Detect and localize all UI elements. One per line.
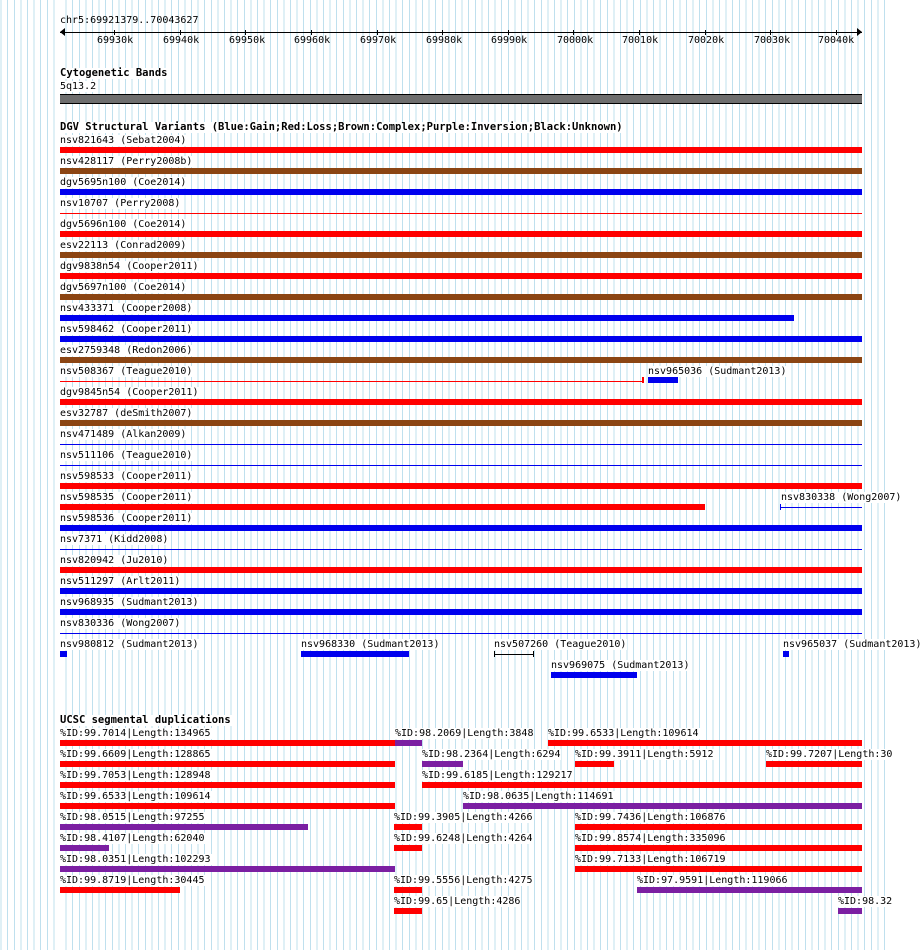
segdup-feature-bar[interactable] bbox=[60, 761, 395, 767]
segdup-feature-bar[interactable] bbox=[395, 740, 422, 746]
ruler-tick-label: 70030k bbox=[754, 35, 791, 46]
segdup-feature-bar[interactable] bbox=[766, 761, 862, 767]
ruler-tick-label: 70010k bbox=[622, 35, 659, 46]
ruler-tick-mark bbox=[377, 30, 378, 35]
segdup-label[interactable]: %ID:99.7053|Length:128948 bbox=[60, 770, 211, 781]
dgv-feature-end-tick bbox=[533, 651, 534, 657]
segdup-label[interactable]: %ID:98.2364|Length:6294 bbox=[422, 749, 561, 760]
segdup-feature-bar[interactable] bbox=[394, 887, 422, 893]
segdup-track-title[interactable]: UCSC segmental duplications bbox=[60, 714, 231, 726]
dgv-feature-bar[interactable] bbox=[60, 567, 862, 573]
ruler-tick-mark bbox=[180, 30, 181, 35]
dgv-feature-label[interactable]: nsv508367 (Teague2010) bbox=[60, 366, 193, 377]
segdup-label[interactable]: %ID:99.5556|Length:4275 bbox=[394, 875, 533, 886]
dgv-feature-label[interactable]: esv32787 (deSmith2007) bbox=[60, 408, 193, 419]
ruler-tick-mark bbox=[770, 30, 771, 35]
ruler-tick-label: 69950k bbox=[229, 35, 266, 46]
dgv-feature-label[interactable]: nsv830336 (Wong2007) bbox=[60, 618, 181, 629]
cytoband-5q13-2[interactable] bbox=[60, 94, 862, 104]
segdup-label[interactable]: %ID:98.0515|Length:97255 bbox=[60, 812, 205, 823]
dgv-feature-label[interactable]: nsv471489 (Alkan2009) bbox=[60, 429, 187, 440]
ruler-tick-label: 69960k bbox=[294, 35, 331, 46]
ruler-tick-mark bbox=[836, 30, 837, 35]
dgv-feature-bar[interactable] bbox=[60, 588, 862, 594]
segdup-feature-bar[interactable] bbox=[463, 803, 862, 809]
dgv-feature-bar[interactable] bbox=[60, 357, 862, 363]
dgv-feature-bar[interactable] bbox=[60, 525, 862, 531]
segdup-label[interactable]: %ID:99.7014|Length:134965 bbox=[60, 728, 211, 739]
dgv-feature-label[interactable]: nsv965037 (Sudmant2013) bbox=[783, 639, 922, 650]
segdup-feature-bar[interactable] bbox=[575, 866, 862, 872]
dgv-feature-label[interactable]: nsv598462 (Cooper2011) bbox=[60, 324, 193, 335]
dgv-feature-bar[interactable] bbox=[60, 420, 862, 426]
dgv-feature-label[interactable]: nsv598536 (Cooper2011) bbox=[60, 513, 193, 524]
dgv-feature-bar[interactable] bbox=[60, 147, 862, 153]
dgv-feature-label[interactable]: nsv511297 (Arlt2011) bbox=[60, 576, 181, 587]
dgv-feature-bar[interactable] bbox=[60, 294, 862, 300]
dgv-feature-bar[interactable] bbox=[60, 504, 705, 510]
dgv-feature-line[interactable] bbox=[60, 381, 642, 382]
segdup-label[interactable]: %ID:99.7207|Length:30 bbox=[766, 749, 893, 760]
segdup-label[interactable]: %ID:99.3905|Length:4266 bbox=[394, 812, 533, 823]
segdup-feature-bar[interactable] bbox=[60, 866, 395, 872]
dgv-feature-bar[interactable] bbox=[60, 609, 862, 615]
dgv-feature-label[interactable]: nsv10707 (Perry2008) bbox=[60, 198, 181, 209]
segdup-feature-bar[interactable] bbox=[394, 845, 422, 851]
scroll-left-arrow-icon[interactable] bbox=[60, 28, 65, 36]
dgv-feature-label[interactable]: nsv980812 (Sudmant2013) bbox=[60, 639, 199, 650]
dgv-feature-label[interactable]: nsv821643 (Sebat2004) bbox=[60, 135, 187, 146]
segdup-feature-bar[interactable] bbox=[637, 887, 862, 893]
segdup-feature-bar[interactable] bbox=[548, 740, 862, 746]
dgv-feature-bar[interactable] bbox=[551, 672, 637, 678]
segdup-label[interactable]: %ID:99.6609|Length:128865 bbox=[60, 749, 211, 760]
dgv-feature-bar[interactable] bbox=[60, 168, 862, 174]
segdup-label[interactable]: %ID:98.32 bbox=[838, 896, 893, 907]
dgv-feature-line[interactable] bbox=[60, 465, 862, 466]
dgv-feature-label[interactable]: dgv5695n100 (Coe2014) bbox=[60, 177, 187, 188]
ruler-tick-mark bbox=[705, 30, 706, 35]
dgv-feature-label[interactable]: nsv598533 (Cooper2011) bbox=[60, 471, 193, 482]
dgv-feature-line[interactable] bbox=[60, 633, 862, 634]
segdup-label[interactable]: %ID:99.6533|Length:109614 bbox=[60, 791, 211, 802]
dgv-feature-bar[interactable] bbox=[60, 336, 862, 342]
ruler-tick-label: 69980k bbox=[426, 35, 463, 46]
dgv-track-title[interactable]: DGV Structural Variants (Blue:Gain;Red:Loss;Brown:Complex;Purple:Inversion;Black:Unknown) bbox=[60, 121, 623, 133]
dgv-feature-label[interactable]: dgv9845n54 (Cooper2011) bbox=[60, 387, 199, 398]
dgv-feature-label[interactable]: nsv968330 (Sudmant2013) bbox=[301, 639, 440, 650]
dgv-feature-bar[interactable] bbox=[301, 651, 409, 657]
dgv-feature-end-tick bbox=[494, 651, 495, 657]
segdup-label[interactable]: %ID:98.0351|Length:102293 bbox=[60, 854, 211, 865]
dgv-feature-bar[interactable] bbox=[60, 483, 862, 489]
segdup-feature-bar[interactable] bbox=[60, 845, 109, 851]
segdup-feature-bar[interactable] bbox=[394, 824, 422, 830]
dgv-feature-label[interactable]: dgv5697n100 (Coe2014) bbox=[60, 282, 187, 293]
dgv-feature-label[interactable]: nsv969075 (Sudmant2013) bbox=[551, 660, 690, 671]
dgv-feature-line[interactable] bbox=[494, 654, 534, 655]
segdup-feature-bar[interactable] bbox=[838, 908, 862, 914]
segdup-feature-bar[interactable] bbox=[422, 761, 463, 767]
segdup-feature-bar[interactable] bbox=[60, 824, 308, 830]
segdup-feature-bar[interactable] bbox=[575, 761, 614, 767]
dgv-feature-label[interactable]: nsv7371 (Kidd2008) bbox=[60, 534, 169, 545]
dgv-feature-end-tick bbox=[780, 504, 781, 510]
segdup-feature-bar[interactable] bbox=[60, 803, 395, 809]
dgv-feature-bar[interactable] bbox=[60, 273, 862, 279]
dgv-feature-label[interactable]: nsv433371 (Cooper2008) bbox=[60, 303, 193, 314]
segdup-label[interactable]: %ID:99.8574|Length:335096 bbox=[575, 833, 726, 844]
segdup-label[interactable]: %ID:99.7133|Length:106719 bbox=[575, 854, 726, 865]
ruler-tick-label: 69940k bbox=[163, 35, 200, 46]
ruler-tick-label: 69990k bbox=[491, 35, 528, 46]
dgv-feature-label[interactable]: dgv9838n54 (Cooper2011) bbox=[60, 261, 199, 272]
dgv-feature-label[interactable]: nsv820942 (Ju2010) bbox=[60, 555, 169, 566]
segdup-label[interactable]: %ID:99.6248|Length:4264 bbox=[394, 833, 533, 844]
cytogenetic-bands-track-title[interactable]: Cytogenetic Bands bbox=[60, 67, 168, 79]
ruler-tick-mark bbox=[508, 30, 509, 35]
dgv-feature-bar[interactable] bbox=[60, 189, 862, 195]
dgv-feature-end-tick bbox=[642, 377, 644, 383]
dgv-feature-bar[interactable] bbox=[783, 651, 789, 657]
cytoband-label: 5q13.2 bbox=[60, 81, 97, 92]
dgv-feature-label[interactable]: nsv511106 (Teague2010) bbox=[60, 450, 193, 461]
dgv-feature-label[interactable]: esv2759348 (Redon2006) bbox=[60, 345, 193, 356]
dgv-feature-label[interactable]: nsv965036 (Sudmant2013) bbox=[648, 366, 787, 377]
segdup-feature-bar[interactable] bbox=[60, 887, 180, 893]
segdup-feature-bar[interactable] bbox=[60, 740, 395, 746]
segdup-label[interactable]: %ID:97.9591|Length:119066 bbox=[637, 875, 788, 886]
dgv-feature-line[interactable] bbox=[60, 213, 862, 214]
scroll-right-arrow-icon[interactable] bbox=[857, 28, 862, 36]
ruler-tick-mark bbox=[573, 30, 574, 35]
segdup-feature-bar[interactable] bbox=[60, 782, 395, 788]
dgv-feature-line[interactable] bbox=[781, 507, 862, 508]
dgv-feature-label[interactable]: nsv428117 (Perry2008b) bbox=[60, 156, 193, 167]
dgv-feature-bar[interactable] bbox=[60, 252, 862, 258]
dgv-feature-label[interactable]: nsv598535 (Cooper2011) bbox=[60, 492, 193, 503]
ruler-tick-label: 70040k bbox=[818, 35, 855, 46]
segdup-label[interactable]: %ID:98.4107|Length:62040 bbox=[60, 833, 205, 844]
segdup-feature-bar[interactable] bbox=[422, 782, 862, 788]
dgv-feature-bar[interactable] bbox=[648, 377, 678, 383]
segdup-feature-bar[interactable] bbox=[394, 908, 422, 914]
dgv-feature-label[interactable]: esv22113 (Conrad2009) bbox=[60, 240, 187, 251]
dgv-feature-label[interactable]: nsv507260 (Teague2010) bbox=[494, 639, 627, 650]
ruler-tick-label: 70020k bbox=[688, 35, 725, 46]
dgv-feature-bar[interactable] bbox=[60, 231, 862, 237]
ruler-tick-mark bbox=[114, 30, 115, 35]
ruler-tick-label: 69970k bbox=[360, 35, 397, 46]
dgv-feature-line[interactable] bbox=[60, 549, 862, 550]
ruler-position-label: chr5:69921379..70043627 bbox=[60, 15, 199, 26]
ruler-tick-label: 69930k bbox=[97, 35, 134, 46]
segdup-label[interactable]: %ID:99.8719|Length:30445 bbox=[60, 875, 205, 886]
dgv-feature-label[interactable]: dgv5696n100 (Coe2014) bbox=[60, 219, 187, 230]
segdup-label[interactable]: %ID:99.6533|Length:109614 bbox=[548, 728, 699, 739]
dgv-feature-bar[interactable] bbox=[60, 399, 862, 405]
segdup-feature-bar[interactable] bbox=[575, 824, 862, 830]
segdup-label[interactable]: %ID:99.6185|Length:129217 bbox=[422, 770, 573, 781]
dgv-feature-bar[interactable] bbox=[60, 315, 794, 321]
dgv-feature-line[interactable] bbox=[60, 444, 862, 445]
ruler-tick-mark bbox=[311, 30, 312, 35]
ruler-tick-mark bbox=[442, 30, 443, 35]
dgv-feature-label[interactable]: nsv830338 (Wong2007) bbox=[781, 492, 902, 503]
dgv-feature-bar[interactable] bbox=[60, 651, 67, 657]
segdup-label[interactable]: %ID:99.65|Length:4286 bbox=[394, 896, 521, 907]
ruler-tick-mark bbox=[245, 30, 246, 35]
segdup-label[interactable]: %ID:99.3911|Length:5912 bbox=[575, 749, 714, 760]
segdup-feature-bar[interactable] bbox=[575, 845, 862, 851]
segdup-label[interactable]: %ID:98.0635|Length:114691 bbox=[463, 791, 614, 802]
segdup-label[interactable]: %ID:99.7436|Length:106876 bbox=[575, 812, 726, 823]
ruler-tick-label: 70000k bbox=[557, 35, 594, 46]
ruler-tick-mark bbox=[639, 30, 640, 35]
segdup-label[interactable]: %ID:98.2069|Length:3848 bbox=[395, 728, 534, 739]
dgv-feature-label[interactable]: nsv968935 (Sudmant2013) bbox=[60, 597, 199, 608]
